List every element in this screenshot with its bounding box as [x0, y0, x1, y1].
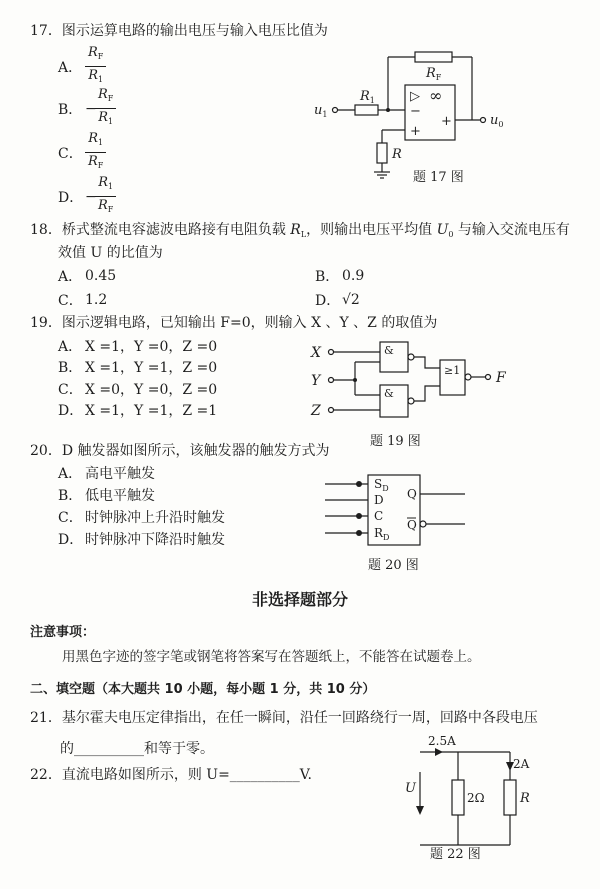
q22-stem: 22．直流电路如图所示，则 U=__________V.	[30, 767, 312, 783]
option-label: B．	[58, 101, 83, 118]
q20-option-c	[58, 507, 225, 527]
q18-stem-line2: 效值 U 的比值为	[58, 245, 163, 261]
option-label: C．	[58, 510, 83, 526]
d-input-label: D	[374, 493, 384, 507]
q18-stem-line1	[30, 221, 570, 244]
q21-line1: 21．基尔霍夫电压定律指出，在任一瞬间，沿任一回路绕行一周，回路中各段电压	[30, 710, 538, 726]
noninverting-input-label: +	[410, 124, 421, 139]
input-dot	[356, 481, 362, 487]
figure-20-caption: 题 20 图	[368, 558, 419, 573]
q19-stem: 19．图示逻辑电路，已知输出 F=0，则输入 X 、Y 、Z 的取值为	[30, 315, 438, 331]
symbol: R	[98, 175, 109, 190]
subscript: F	[107, 94, 114, 103]
q-bar-output-label: Q	[407, 518, 417, 532]
option-value: X =1，Y =0，Z =0	[85, 339, 218, 355]
symbol: R	[426, 66, 436, 81]
q18-option-a	[58, 266, 116, 286]
resistor-2-ohm-label: 2Ω	[467, 791, 485, 805]
q-output-label: Q	[407, 487, 417, 501]
option-value: X =1，Y =1，Z =1	[85, 403, 218, 419]
q19-option-d	[58, 400, 217, 420]
resistor-r-label: R	[520, 791, 530, 806]
symbol: S	[374, 477, 383, 491]
subscript: 0	[448, 230, 454, 239]
resistor-rf	[415, 52, 452, 62]
figure-20-d-flipflop	[320, 468, 475, 553]
input-terminal	[333, 108, 338, 113]
set-input-label	[374, 477, 389, 493]
q19-option-b	[58, 357, 217, 377]
section-title: 非选择题部分	[251, 590, 348, 609]
subscript: F	[435, 73, 442, 82]
symbol: R	[374, 526, 384, 540]
inversion-bubble	[465, 374, 471, 380]
option-value: 时钟脉冲下降沿时触发	[85, 532, 225, 548]
subscript: F	[97, 52, 104, 61]
total-current-label: 2.5A	[428, 734, 456, 748]
voltage-arrow-icon	[416, 806, 424, 815]
q18-option-c	[58, 290, 107, 310]
input-y-label: Y	[311, 373, 321, 389]
input-z-label: Z	[311, 403, 321, 419]
option-value: √2	[342, 292, 360, 308]
symbol: U	[436, 222, 449, 238]
option-label: D．	[58, 403, 84, 419]
option-label: C．	[58, 145, 83, 162]
stem-text: 与输入交流电压有	[453, 222, 570, 238]
logic-wires	[329, 342, 491, 417]
inverting-input-label: −	[410, 104, 421, 119]
option-label: B．	[58, 488, 83, 504]
circuit-wires	[333, 52, 486, 178]
subscript: D	[383, 533, 390, 542]
reset-input-label	[374, 526, 389, 542]
fraction-numerator	[95, 176, 116, 197]
subscript: 0	[498, 120, 504, 129]
fraction	[85, 46, 106, 87]
input-voltage-label	[314, 103, 327, 119]
input-dot	[356, 513, 362, 519]
inversion-bubble	[420, 521, 426, 527]
figure-19-logic-circuit	[305, 330, 515, 425]
current-arrow-icon	[435, 748, 443, 756]
q20-stem: 20．D 触发器如图所示，该触发器的触发方式为	[30, 443, 330, 459]
fraction-denominator	[85, 153, 106, 173]
figure-22-caption: 题 22 图	[430, 847, 481, 862]
subscript: 1	[98, 138, 104, 147]
notice-label: 注意事项：	[30, 625, 96, 640]
symbol: R	[98, 87, 108, 102]
resistor-r	[504, 780, 516, 815]
figure-17-opamp-circuit	[300, 40, 520, 180]
stem-text: ，则输出电压平均值	[306, 222, 437, 238]
junction-dot	[386, 108, 390, 112]
symbol: R	[98, 198, 108, 213]
subscript: 1	[108, 117, 114, 126]
symbol: R	[290, 222, 301, 238]
output-polarity-label: +	[441, 114, 452, 129]
fraction-denominator	[85, 67, 106, 87]
subscript: 1	[98, 75, 104, 84]
junction-dot	[353, 378, 357, 382]
fraction-numerator	[85, 132, 106, 153]
q17-option-c	[58, 132, 106, 173]
inversion-bubble	[408, 354, 414, 360]
subscript: 1	[108, 182, 114, 191]
option-label: B．	[58, 360, 83, 376]
resistor-r	[377, 143, 387, 163]
figure-22-dc-circuit	[395, 732, 540, 850]
option-label: B．	[315, 269, 340, 285]
flipflop-wires	[325, 475, 465, 545]
voltage-label: U	[405, 781, 416, 796]
option-value: 高电平触发	[85, 466, 155, 482]
option-label: A．	[58, 59, 83, 76]
q19-option-a	[58, 336, 217, 356]
minus-sign: −	[85, 100, 97, 117]
or-gate-label: ≥1	[444, 364, 461, 377]
q18-option-d	[315, 290, 360, 310]
q20-option-a	[58, 463, 155, 483]
subscript: 1	[369, 96, 375, 105]
option-label: A．	[58, 339, 83, 355]
option-value: 0.45	[85, 268, 117, 284]
symbol: u	[490, 113, 499, 128]
symbol: R	[88, 68, 99, 83]
amplifier-triangle-icon: ▷	[410, 89, 420, 104]
subscript: D	[382, 484, 389, 493]
fraction	[95, 88, 116, 129]
resistor-r1	[355, 105, 378, 115]
subscript: F	[97, 161, 104, 170]
inversion-bubble	[408, 398, 414, 404]
figure-17-caption: 题 17 图	[413, 170, 464, 185]
symbol: R	[88, 131, 99, 146]
fraction	[95, 176, 116, 217]
figure-19-caption: 题 19 图	[370, 434, 421, 449]
option-value: 时钟脉冲上升沿时触发	[85, 510, 225, 526]
option-label: A．	[58, 269, 83, 285]
input-x-label: X	[311, 345, 321, 361]
fraction	[85, 132, 106, 173]
q19-option-c	[58, 379, 217, 399]
symbol: R	[98, 110, 109, 125]
fraction-denominator	[95, 109, 116, 129]
q17-option-a	[58, 46, 106, 87]
symbol: R	[360, 89, 370, 104]
fraction-numerator	[85, 46, 106, 67]
option-value: X =1，Y =1，Z =0	[85, 360, 218, 376]
option-value: 低电平触发	[85, 488, 155, 504]
q17-option-d	[58, 176, 116, 217]
option-value: X =0，Y =0，Z =0	[85, 382, 218, 398]
infinity-gain-label: ∞	[429, 86, 443, 105]
option-label: C．	[58, 293, 83, 309]
resistor-2-ohm	[452, 780, 464, 815]
and-gate-1-label: &	[384, 344, 394, 357]
q17-stem: 17．图示运算电路的输出电压与输入电压比值为	[30, 23, 328, 39]
option-label: D．	[315, 293, 341, 309]
subscript: L	[300, 230, 307, 239]
output-f-label: F	[496, 370, 506, 386]
fraction-denominator	[95, 197, 116, 217]
q20-option-b	[58, 485, 155, 505]
r1-label	[359, 89, 375, 105]
output-terminal	[481, 118, 486, 123]
q18-option-b	[315, 266, 364, 286]
subscript: F	[107, 205, 114, 214]
option-label: C．	[58, 382, 83, 398]
option-value: 0.9	[342, 268, 365, 284]
symbol: R	[88, 154, 98, 169]
fraction-numerator	[95, 88, 116, 109]
symbol: R	[88, 45, 98, 60]
subscript: 1	[322, 110, 328, 119]
r-label: R	[392, 147, 402, 162]
q20-option-d	[58, 529, 225, 549]
notice-text: 用黑色字迹的签字笔或钢笔将答案写在答题纸上，不能答在试题卷上。	[62, 649, 481, 665]
rf-label	[425, 66, 442, 82]
q21-line2: 的__________和等于零。	[60, 741, 214, 757]
input-dot	[356, 530, 362, 536]
stem-text: 18．桥式整流电容滤波电路接有电阻负载	[30, 222, 291, 238]
branch-current-label: 2A	[513, 757, 530, 771]
option-label: A．	[58, 466, 83, 482]
symbol: u	[314, 103, 323, 118]
option-label: D．	[58, 532, 84, 548]
option-label: D．	[58, 189, 84, 206]
clock-input-label: C	[374, 509, 384, 523]
q17-option-b	[58, 88, 116, 129]
output-voltage-label	[490, 113, 503, 129]
minus-sign: −	[85, 188, 97, 205]
option-value: 1.2	[85, 292, 108, 308]
part2-heading: 二、填空题（本大题共 10 小题，每小题 1 分，共 10 分）	[30, 682, 376, 697]
and-gate-2-label: &	[384, 387, 394, 400]
